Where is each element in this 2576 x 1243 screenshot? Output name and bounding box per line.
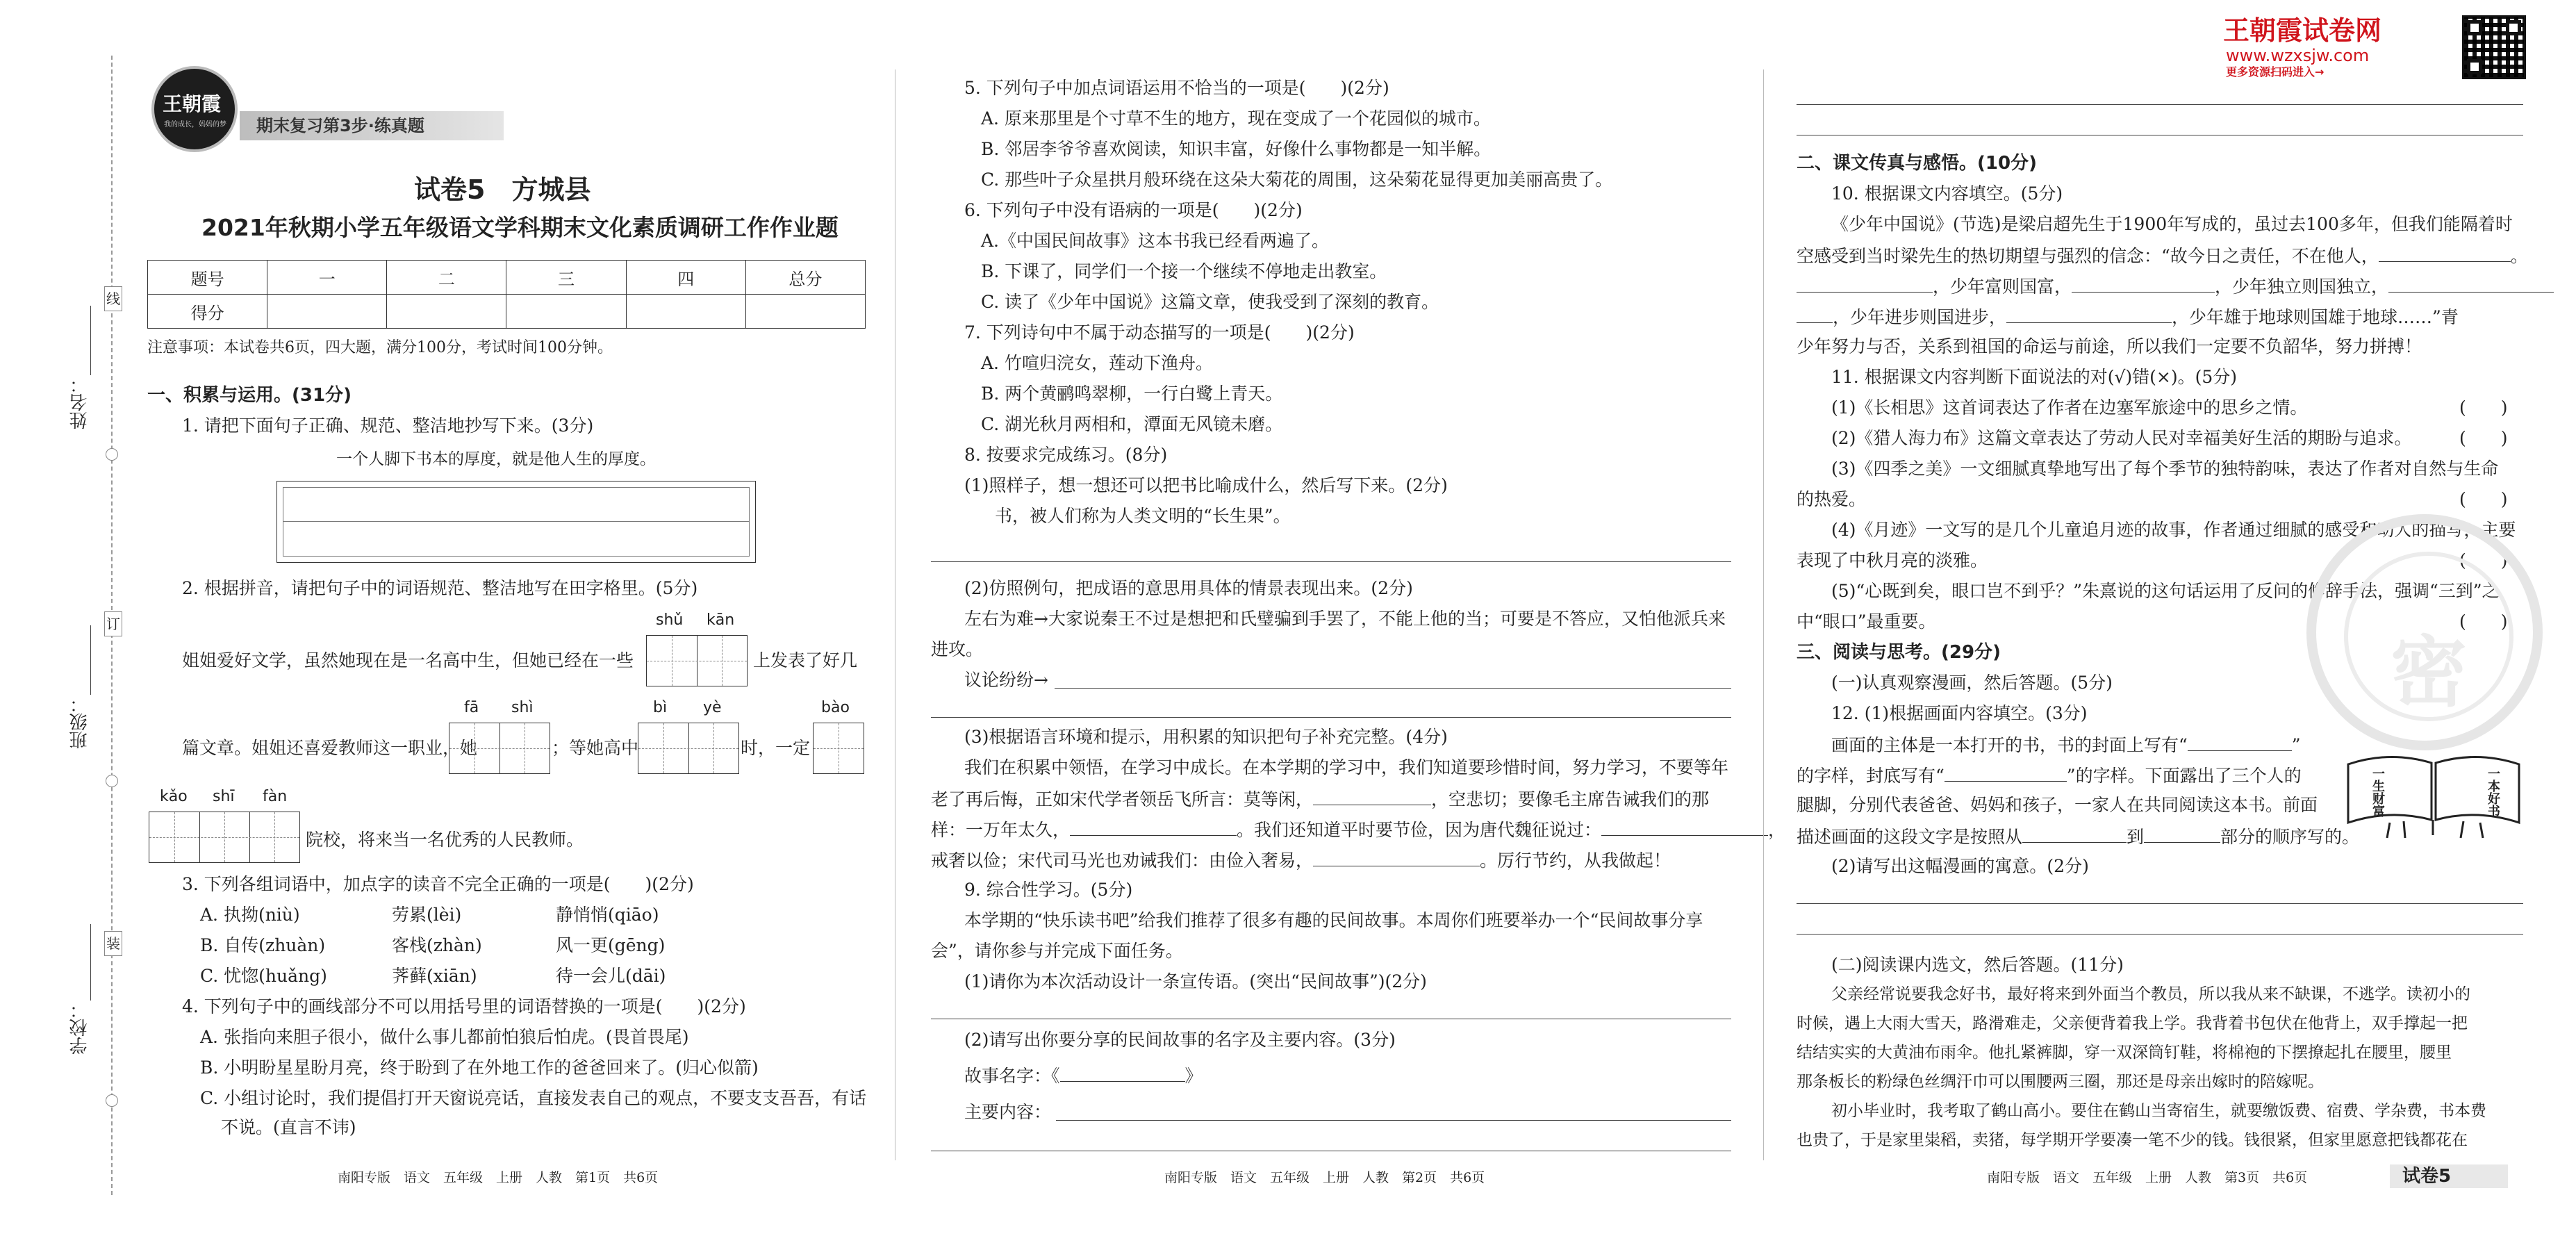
q1-copy-box[interactable] bbox=[276, 481, 756, 563]
score-cell: 四 bbox=[626, 261, 745, 295]
q10-line5: 少年努力与否，关系到祖国的命运与前途，所以我们一定要不负韶华，努力拼搏！ bbox=[1797, 336, 2422, 356]
score-input[interactable] bbox=[506, 295, 626, 329]
q3-option: 待一会儿(dāi) bbox=[556, 966, 666, 986]
exam-notice: 注意事项：本试卷共6页，四大题，满分100分，考试时间100分钟。 bbox=[147, 339, 613, 356]
q5-prompt: 5. 下列句子中加点词语运用不恰当的一项是( )(2分) bbox=[964, 78, 1389, 98]
q8-3-text: 样：一万年太久， bbox=[931, 820, 1071, 840]
q7-option[interactable]: C. 湖光秋月两相和，潭面无风镜未磨。 bbox=[981, 414, 1283, 434]
score-cell: 得分 bbox=[148, 295, 267, 329]
section-1-title: 一、积累与运用。(31分) bbox=[147, 385, 352, 406]
page-title: 试卷5 方城县 bbox=[414, 174, 591, 205]
q6-option[interactable]: A.《中国民间故事》这本书我已经看两遍了。 bbox=[981, 231, 1330, 251]
q11-item: (1)《长相思》这首词表达了作者在边塞军旅途中的思乡之情。 bbox=[1831, 397, 2308, 418]
q6-prompt: 6. 下列句子中没有语病的一项是( )(2分) bbox=[964, 200, 1303, 220]
q9-desc-1: 本学期的“快乐读书吧”给我们推荐了很多有趣的民间故事。本周你们班要举办一个“民间故事分享 bbox=[964, 910, 1703, 930]
school-label: 学校： bbox=[69, 1001, 90, 1055]
q1-sentence: 一个人脚下书本的厚度，就是他人生的厚度。 bbox=[336, 450, 656, 468]
q8-3-prompt: (3)根据语言环境和提示，用积累的知识把句子补充完整。(4分) bbox=[964, 727, 1448, 747]
score-cell: 二 bbox=[387, 261, 506, 295]
q10-text: ，少年雄于地球则国雄于地球……”青 bbox=[2172, 307, 2459, 327]
site-name: 王朝霞试卷网 bbox=[2223, 15, 2382, 46]
q12-text: 画面的主体是一本打开的书，书的封面上写有“ bbox=[1831, 735, 2188, 755]
school-underline bbox=[90, 924, 91, 1001]
story-name-close: 》 bbox=[1184, 1066, 1203, 1086]
q9-2-content-label: 主要内容： bbox=[964, 1102, 1052, 1122]
exam-tag-text: 试卷5 bbox=[2402, 1166, 2452, 1187]
hole-1 bbox=[106, 448, 118, 461]
q3-option[interactable]: C. 忧惚(huǎng) bbox=[200, 966, 327, 986]
q5-option[interactable]: C. 那些叶子众星拱月般环绕在这朵大菊花的周围，这朵菊花显得更加美丽高贵了。 bbox=[981, 170, 1613, 190]
q11-item-cont: 中“眼口”最重要。 bbox=[1797, 611, 1936, 632]
q12-2-prompt: (2)请写出这幅漫画的寓意。(2分) bbox=[1831, 856, 2089, 876]
tianzige-box[interactable] bbox=[646, 635, 748, 686]
score-input[interactable] bbox=[267, 295, 387, 329]
pinyin: shī bbox=[213, 788, 235, 805]
q3-option: 客栈(zhàn) bbox=[392, 935, 482, 955]
score-cell: 三 bbox=[506, 261, 626, 295]
pinyin: fā bbox=[464, 699, 479, 716]
q6-option[interactable]: B. 下课了，同学们一个接一个继续不停地走出教室。 bbox=[981, 261, 1387, 281]
q5-option[interactable]: B. 邻居李爷爷喜欢阅读，知识丰富，好像什么事物都是一知半解。 bbox=[981, 139, 1492, 159]
q10-prompt: 10. 根据课文内容填空。(5分) bbox=[1831, 183, 2063, 204]
q8-prompt: 8. 按要求完成练习。(8分) bbox=[964, 445, 1168, 465]
section-3-title: 三、阅读与思考。(29分) bbox=[1797, 642, 2001, 663]
q4-prompt: 4. 下列句子中的画线部分不可以用括号里的词语替换的一项是( )(2分) bbox=[182, 996, 746, 1016]
answer-line[interactable] bbox=[1056, 1120, 1731, 1121]
brand-logo bbox=[151, 66, 238, 152]
q3-option: 劳累(lèi) bbox=[392, 905, 462, 925]
q11-answer-paren[interactable]: ( ) bbox=[2459, 611, 2508, 632]
answer-line[interactable] bbox=[931, 717, 1731, 718]
q10-text: ，少年富则国富， bbox=[1933, 277, 2072, 297]
site-url[interactable]: www.wzxsjw.com bbox=[2226, 46, 2370, 65]
fill-blank[interactable] bbox=[2144, 824, 2220, 843]
q10-line1: 《少年中国说》(节选)是梁启超先生于1900年写成的，虽过去100多年，但我们能隔着时 bbox=[1831, 214, 2513, 234]
q4-option[interactable]: C. 小组讨论时，我们提倡打开天窗说亮话，直接发表自己的观点，不要支支吾吾，有话 bbox=[200, 1088, 867, 1108]
q12-text: 描述画面的这段文字是按照从 bbox=[1797, 827, 2023, 847]
tianzige-box[interactable] bbox=[813, 723, 864, 774]
q4-option[interactable]: B. 小明盼星星盼月亮，终于盼到了在外地工作的爸爸回来了。(归心似箭) bbox=[200, 1057, 759, 1078]
q4-option[interactable]: A. 张指向来胆子很小，做什么事儿都前怕狼后怕虎。(畏首畏尾) bbox=[200, 1027, 689, 1047]
q8-3-line1: 我们在积累中领悟，在学习中成长。在本学期的学习中，我们知道要珍惜时间，努力学习，不要等年 bbox=[964, 757, 1729, 777]
q3-option: 静悄悄(qiāo) bbox=[556, 905, 659, 925]
seal-char: 密 bbox=[2391, 627, 2467, 717]
q3-option: 风一更(gēng) bbox=[556, 935, 666, 955]
score-input[interactable] bbox=[387, 295, 506, 329]
fill-blank[interactable] bbox=[1313, 848, 1480, 866]
fill-blank[interactable] bbox=[1601, 817, 1768, 836]
q2-prompt: 2. 根据拼音，请把句子中的词语规范、整洁地写在田字格里。(5分) bbox=[182, 578, 698, 598]
q2-line1-a: 姐姐爱好文学，虽然她现在是一名高中生，但她已经在一些 bbox=[182, 650, 634, 670]
page-subtitle: 2021年秋期小学五年级语文学科期末文化素质调研工作作业题 bbox=[201, 214, 839, 241]
brand-logo-sub: 我的成长，妈妈的梦 bbox=[164, 121, 226, 129]
pinyin: fàn bbox=[263, 788, 288, 805]
pinyin: bì bbox=[653, 699, 668, 716]
answer-line[interactable] bbox=[1797, 934, 2523, 935]
pinyin: shǔ bbox=[656, 611, 684, 629]
q11-item-cont: 表现了中秋月亮的淡雅。 bbox=[1797, 550, 1988, 570]
seal-mark-2: 订 bbox=[104, 611, 122, 636]
q10-line4 bbox=[1797, 304, 2459, 329]
stage-banner-text: 期末复习第3步·练真题 bbox=[256, 116, 424, 135]
book-illustration bbox=[2341, 750, 2526, 841]
q11-answer-paren[interactable]: ( ) bbox=[2459, 428, 2508, 448]
q12-text: 的字样，封底写有“ bbox=[1797, 766, 1945, 786]
q11-answer-paren[interactable]: ( ) bbox=[2459, 489, 2508, 509]
pinyin: yè bbox=[703, 699, 722, 716]
hole-3 bbox=[106, 1094, 118, 1107]
fill-blank[interactable] bbox=[1797, 304, 1833, 323]
q1-prompt: 1. 请把下面句子正确、规范、整洁地抄写下来。(3分) bbox=[182, 415, 594, 436]
q2-line2-a: 篇文章。姐姐还喜爱教师这一职业，她 bbox=[182, 738, 478, 758]
q12-line2 bbox=[1797, 763, 2302, 788]
q12-line1 bbox=[1831, 732, 2301, 757]
q10-text: ，少年进步则国进步， bbox=[1833, 307, 2007, 327]
q11-answer-paren[interactable]: ( ) bbox=[2459, 397, 2508, 418]
q8-3-text: 。厉行节约，从我做起！ bbox=[1480, 850, 1671, 871]
fill-blank[interactable] bbox=[2188, 732, 2292, 751]
page-footer-1: 南阳专版 语文 五年级 上册 人教 第1页 共6页 bbox=[338, 1170, 659, 1185]
story-name-label: 故事名字：《 bbox=[964, 1066, 1060, 1086]
q3-option[interactable]: A. 执拗(niù) bbox=[200, 905, 300, 925]
q10-text: 。 bbox=[2510, 246, 2528, 266]
q12-prompt: 12. (1)根据画面内容填空。(3分) bbox=[1831, 703, 2088, 723]
q11-answer-paren[interactable]: ( ) bbox=[2459, 550, 2508, 570]
q4-option-cont: 不说。(直言不讳) bbox=[221, 1117, 356, 1137]
seal-mark-1: 线 bbox=[104, 286, 122, 311]
q2-line1-b: 上发表了好几 bbox=[753, 650, 858, 670]
fill-blank[interactable] bbox=[2379, 243, 2511, 262]
q8-2-example: 左右为难→大家说秦王不过是想把和氏璧骗到手罢了，不能上他的当；可要是不答应，又怕他派兵来 bbox=[964, 609, 1726, 629]
q12-text: ” bbox=[2291, 735, 2301, 755]
page-footer-3: 南阳专版 语文 五年级 上册 人教 第3页 共6页 bbox=[1987, 1170, 2308, 1185]
score-table bbox=[147, 260, 866, 329]
q2-line3: 院校，将来当一名优秀的人民教师。 bbox=[306, 830, 584, 850]
score-cell: 题号 bbox=[148, 261, 267, 295]
q8-2-example-cont: 进攻。 bbox=[931, 639, 984, 659]
book-cover-right: 一本好书 bbox=[2486, 767, 2500, 817]
q10-text: 空感受到当时梁先生的热切期望与强烈的信念：“故今日之责任，不在他人， bbox=[1797, 246, 2379, 266]
q11-prompt: 11. 根据课文内容判断下面说法的对(√)错(×)。(5分) bbox=[1831, 367, 2238, 387]
fill-blank[interactable] bbox=[2388, 274, 2554, 293]
score-input[interactable] bbox=[626, 295, 745, 329]
q12-text: ”的字样。下面露出了三个人的 bbox=[2066, 766, 2302, 786]
reading-2-para: 也贵了，于是家里粜稻，卖猪，每学期开学要凑一笔不少的钱。钱很紧，但家里愿意把钱都花在 bbox=[1797, 1131, 2468, 1149]
q3-option[interactable]: B. 自传(zhuàn) bbox=[200, 935, 326, 955]
q11-item: (2)《猎人海力布》这篇文章表达了劳动人民对幸福美好生活的期盼与追求。 bbox=[1831, 428, 2412, 448]
site-hint: 更多资源扫码进入→ bbox=[2226, 65, 2325, 79]
reading-2-para: 那条板长的粉绿色丝绸汗巾可以围腰两三圈，那还是母亲出嫁时的陪嫁呢。 bbox=[1797, 1073, 2324, 1091]
q7-prompt: 7. 下列诗句中不属于动态描写的一项是( )(2分) bbox=[964, 322, 1355, 343]
reading-2-para: 父亲经常说要我念好书，最好将来到外面当个教员，所以我从来不缺课，不逃学。读初小的 bbox=[1831, 985, 2470, 1003]
q8-3-line4 bbox=[931, 848, 1671, 873]
q8-1-prompt: (1)照样子，想一想还可以把书比喻成什么，然后写下来。(2分) bbox=[964, 475, 1448, 495]
q6-option[interactable]: C. 读了《少年中国说》这篇文章，使我受到了深刻的教育。 bbox=[981, 292, 1439, 312]
q5-option[interactable]: A. 原来那里是个寸草不生的地方，现在变成了一个花园似的城市。 bbox=[981, 108, 1491, 129]
story-name-input[interactable] bbox=[1060, 1063, 1185, 1082]
q10-text: ，少年独立则国独立， bbox=[2215, 277, 2389, 297]
book-cover-left: 一生财富 bbox=[2370, 767, 2385, 817]
fill-blank[interactable] bbox=[1797, 274, 1933, 293]
q7-option[interactable]: A. 竹喧归浣女，莲动下渔舟。 bbox=[981, 353, 1213, 373]
q11-item: (5)“心既到矣，眼口岂不到乎？”朱熹说的这句话运用了反问的修辞手法，强调“三到”之 bbox=[1831, 581, 2500, 601]
name-label: 姓名： bbox=[69, 375, 90, 429]
section-2-title: 二、课文传真与感悟。(10分) bbox=[1797, 153, 2037, 174]
q12-line4 bbox=[1797, 824, 2359, 849]
fill-blank[interactable] bbox=[1945, 763, 2067, 782]
fill-blank[interactable] bbox=[2006, 304, 2172, 323]
tianzige-box[interactable] bbox=[149, 812, 300, 863]
reading-2-para: 初小毕业时，我考取了鹤山高小。要住在鹤山当寄宿生，就要缴饭费、宿费、学杂费，书本费 bbox=[1831, 1102, 2486, 1120]
exam-tag bbox=[2390, 1164, 2508, 1188]
hole-2 bbox=[106, 775, 118, 787]
q8-3-line2 bbox=[931, 787, 1709, 812]
q11-item: (4)《月迹》一文写的是几个儿童追月迹的故事，作者通过细腻的感受和动人的描写，主要 bbox=[1831, 520, 2516, 540]
score-cell: 一 bbox=[267, 261, 387, 295]
q11-item: (3)《四季之美》一文细腻真挚地写出了每个季节的独特韵味，表达了作者对自然与生命 bbox=[1831, 459, 2499, 479]
pinyin: shì bbox=[511, 699, 534, 716]
class-underline bbox=[90, 625, 91, 695]
score-input[interactable] bbox=[745, 295, 865, 329]
q8-3-line3 bbox=[931, 817, 1785, 842]
pinyin: kǎo bbox=[160, 788, 188, 805]
answer-line[interactable] bbox=[1797, 903, 2523, 904]
fill-blank[interactable] bbox=[1070, 817, 1237, 836]
q12-text: 到 bbox=[2127, 827, 2145, 847]
q8-3-text: 。我们还知道平时要节俭，因为唐代魏征说过： bbox=[1237, 820, 1602, 840]
q9-1-prompt: (1)请你为本次活动设计一条宣传语。(突出“民间故事”)(2分) bbox=[964, 971, 1427, 991]
score-cell: 总分 bbox=[745, 261, 865, 295]
q12-line3: 腿脚，分别代表爸爸、妈妈和孩子，一家人在共同阅读这本书。前面 bbox=[1797, 795, 2318, 815]
q8-3-text: 老了再后悔，正如宋代学者领岳飞所言：莫等闲， bbox=[931, 789, 1314, 809]
q11-item-cont: 的热爱。 bbox=[1797, 489, 1867, 509]
fill-blank[interactable] bbox=[2022, 824, 2127, 843]
q7-option[interactable]: B. 两个黄鹂鸣翠柳，一行白鹭上青天。 bbox=[981, 384, 1283, 404]
qr-code-icon[interactable] bbox=[2462, 15, 2526, 79]
q2-line2-c: 时，一定 bbox=[741, 738, 811, 758]
q8-2-lead: 议论纷纷→ bbox=[964, 670, 1048, 690]
q8-3-text: ， bbox=[1768, 820, 1786, 840]
q12-text: 部分的顺序写的。 bbox=[2220, 827, 2360, 847]
q3-prompt: 3. 下列各组词语中，加点字的读音不完全正确的一项是( )(2分) bbox=[182, 874, 694, 894]
answer-line[interactable] bbox=[1797, 104, 2523, 105]
q8-1-example: 书，被人们称为人类文明的“长生果”。 bbox=[995, 506, 1291, 526]
seal-mark-3: 装 bbox=[104, 931, 122, 956]
q9-2-name bbox=[964, 1063, 1203, 1088]
q9-2-prompt: (2)请写出你要分享的民间故事的名字及主要内容。(3分) bbox=[964, 1030, 1396, 1050]
reading-1-title: (一)认真观察漫画，然后答题。(5分) bbox=[1831, 673, 2113, 693]
fill-blank[interactable] bbox=[2072, 274, 2215, 293]
class-label: 班级： bbox=[69, 695, 90, 749]
q8-3-text: ，空悲切；要像毛主席告诫我们的那 bbox=[1431, 789, 1710, 809]
brand-logo-text: 王朝霞 bbox=[163, 92, 222, 115]
q3-option: 荠藓(xiān) bbox=[392, 966, 477, 986]
q9-desc-2: 会”，请你参与并完成下面任务。 bbox=[931, 941, 1183, 961]
answer-line[interactable] bbox=[931, 561, 1731, 562]
reading-2-para: 结结实实的大黄油布雨伞。他扎紧裤脚，穿一双深筒钉鞋，将棉袍的下摆撩起扎在腰里，腰里 bbox=[1797, 1044, 2452, 1062]
tianzige-box[interactable] bbox=[638, 723, 739, 774]
fill-blank[interactable] bbox=[1313, 787, 1431, 805]
stage-banner bbox=[240, 111, 504, 140]
q9-prompt: 9. 综合性学习。(5分) bbox=[964, 880, 1133, 900]
answer-line[interactable] bbox=[1055, 688, 1731, 689]
name-underline bbox=[90, 306, 91, 375]
q8-2-prompt: (2)仿照例句，把成语的意思用具体的情景表现出来。(2分) bbox=[964, 578, 1413, 598]
q10-line2 bbox=[1797, 243, 2528, 268]
q8-3-text: 戒奢以俭；宋代司马光也劝诫我们：由俭入奢易， bbox=[931, 850, 1314, 871]
seal-watermark bbox=[2306, 514, 2543, 750]
page-footer-2: 南阳专版 语文 五年级 上册 人教 第2页 共6页 bbox=[1164, 1170, 1485, 1185]
q2-line2-b: ；等她高中 bbox=[552, 738, 639, 758]
pinyin: bào bbox=[821, 699, 850, 716]
column-divider bbox=[1763, 69, 1764, 1160]
pinyin: kān bbox=[707, 611, 735, 629]
tianzige-box[interactable] bbox=[449, 723, 550, 774]
q10-line3 bbox=[1797, 274, 2554, 299]
reading-2-para: 时候，遇上大雨大雪天，路滑难走，父亲便背着我上学。我背着书包伏在他背上，双手撑起一把 bbox=[1797, 1014, 2468, 1032]
reading-2-title: (二)阅读课内选文，然后答题。(11分) bbox=[1831, 955, 2124, 975]
